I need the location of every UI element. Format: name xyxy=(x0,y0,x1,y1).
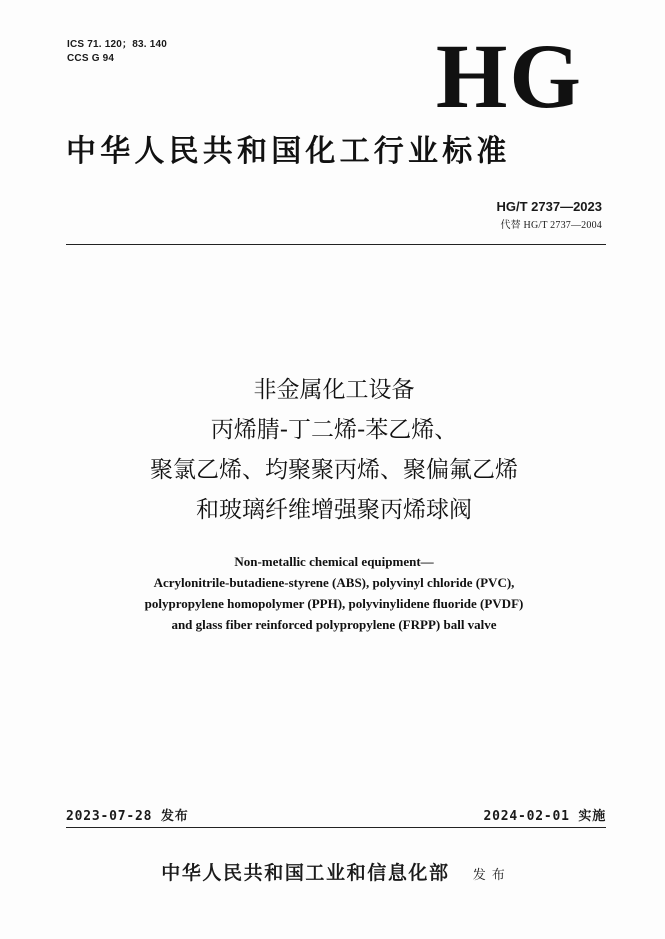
chinese-title-line: 非金属化工设备 xyxy=(253,377,415,403)
top-divider xyxy=(66,244,606,245)
issuer-block xyxy=(66,858,606,885)
standard-number: HG/T 2737—2023 xyxy=(496,199,602,214)
chinese-title-line: 丙烯腈-丁二烯-苯乙烯、 xyxy=(210,417,458,443)
ccs-code: CCS G 94 xyxy=(67,53,115,64)
publish-date: 2023-07-28 发布 xyxy=(66,809,189,824)
hg-logo: HG xyxy=(435,25,583,127)
replaces-standard: 代替 HG/T 2737—2004 xyxy=(500,220,602,231)
english-title-line: and glass fiber reinforced polypropylene (FRPP) ball valve xyxy=(171,617,497,632)
ics-code: ICS 71. 120；83. 140 xyxy=(67,39,167,50)
english-title xyxy=(60,551,608,635)
classification-codes xyxy=(67,38,167,66)
chinese-title-line: 和玻璃纤维增强聚丙烯球阀 xyxy=(196,497,472,523)
chinese-title xyxy=(60,370,608,530)
standard-number-block xyxy=(496,198,602,233)
standard-category-title: 中华人民共和国化工行业标准 xyxy=(66,134,511,169)
issuing-organization: 中华人民共和国工业和信息化部 xyxy=(161,862,450,884)
english-title-line: Acrylonitrile-butadiene-styrene (ABS), polyvinyl chloride (PVC), xyxy=(153,575,515,590)
english-title-line: polypropylene homopolymer (PPH), polyvinylidene fluoride (PVDF) xyxy=(144,596,524,611)
bottom-divider xyxy=(66,827,606,828)
dates-row xyxy=(66,808,606,826)
issue-action: 发布 xyxy=(472,868,511,883)
chinese-title-line: 聚氯乙烯、均聚聚丙烯、聚偏氟乙烯 xyxy=(150,457,518,483)
implementation-date: 2024-02-01 实施 xyxy=(483,809,606,824)
english-title-line: Non-metallic chemical equipment— xyxy=(234,554,434,569)
